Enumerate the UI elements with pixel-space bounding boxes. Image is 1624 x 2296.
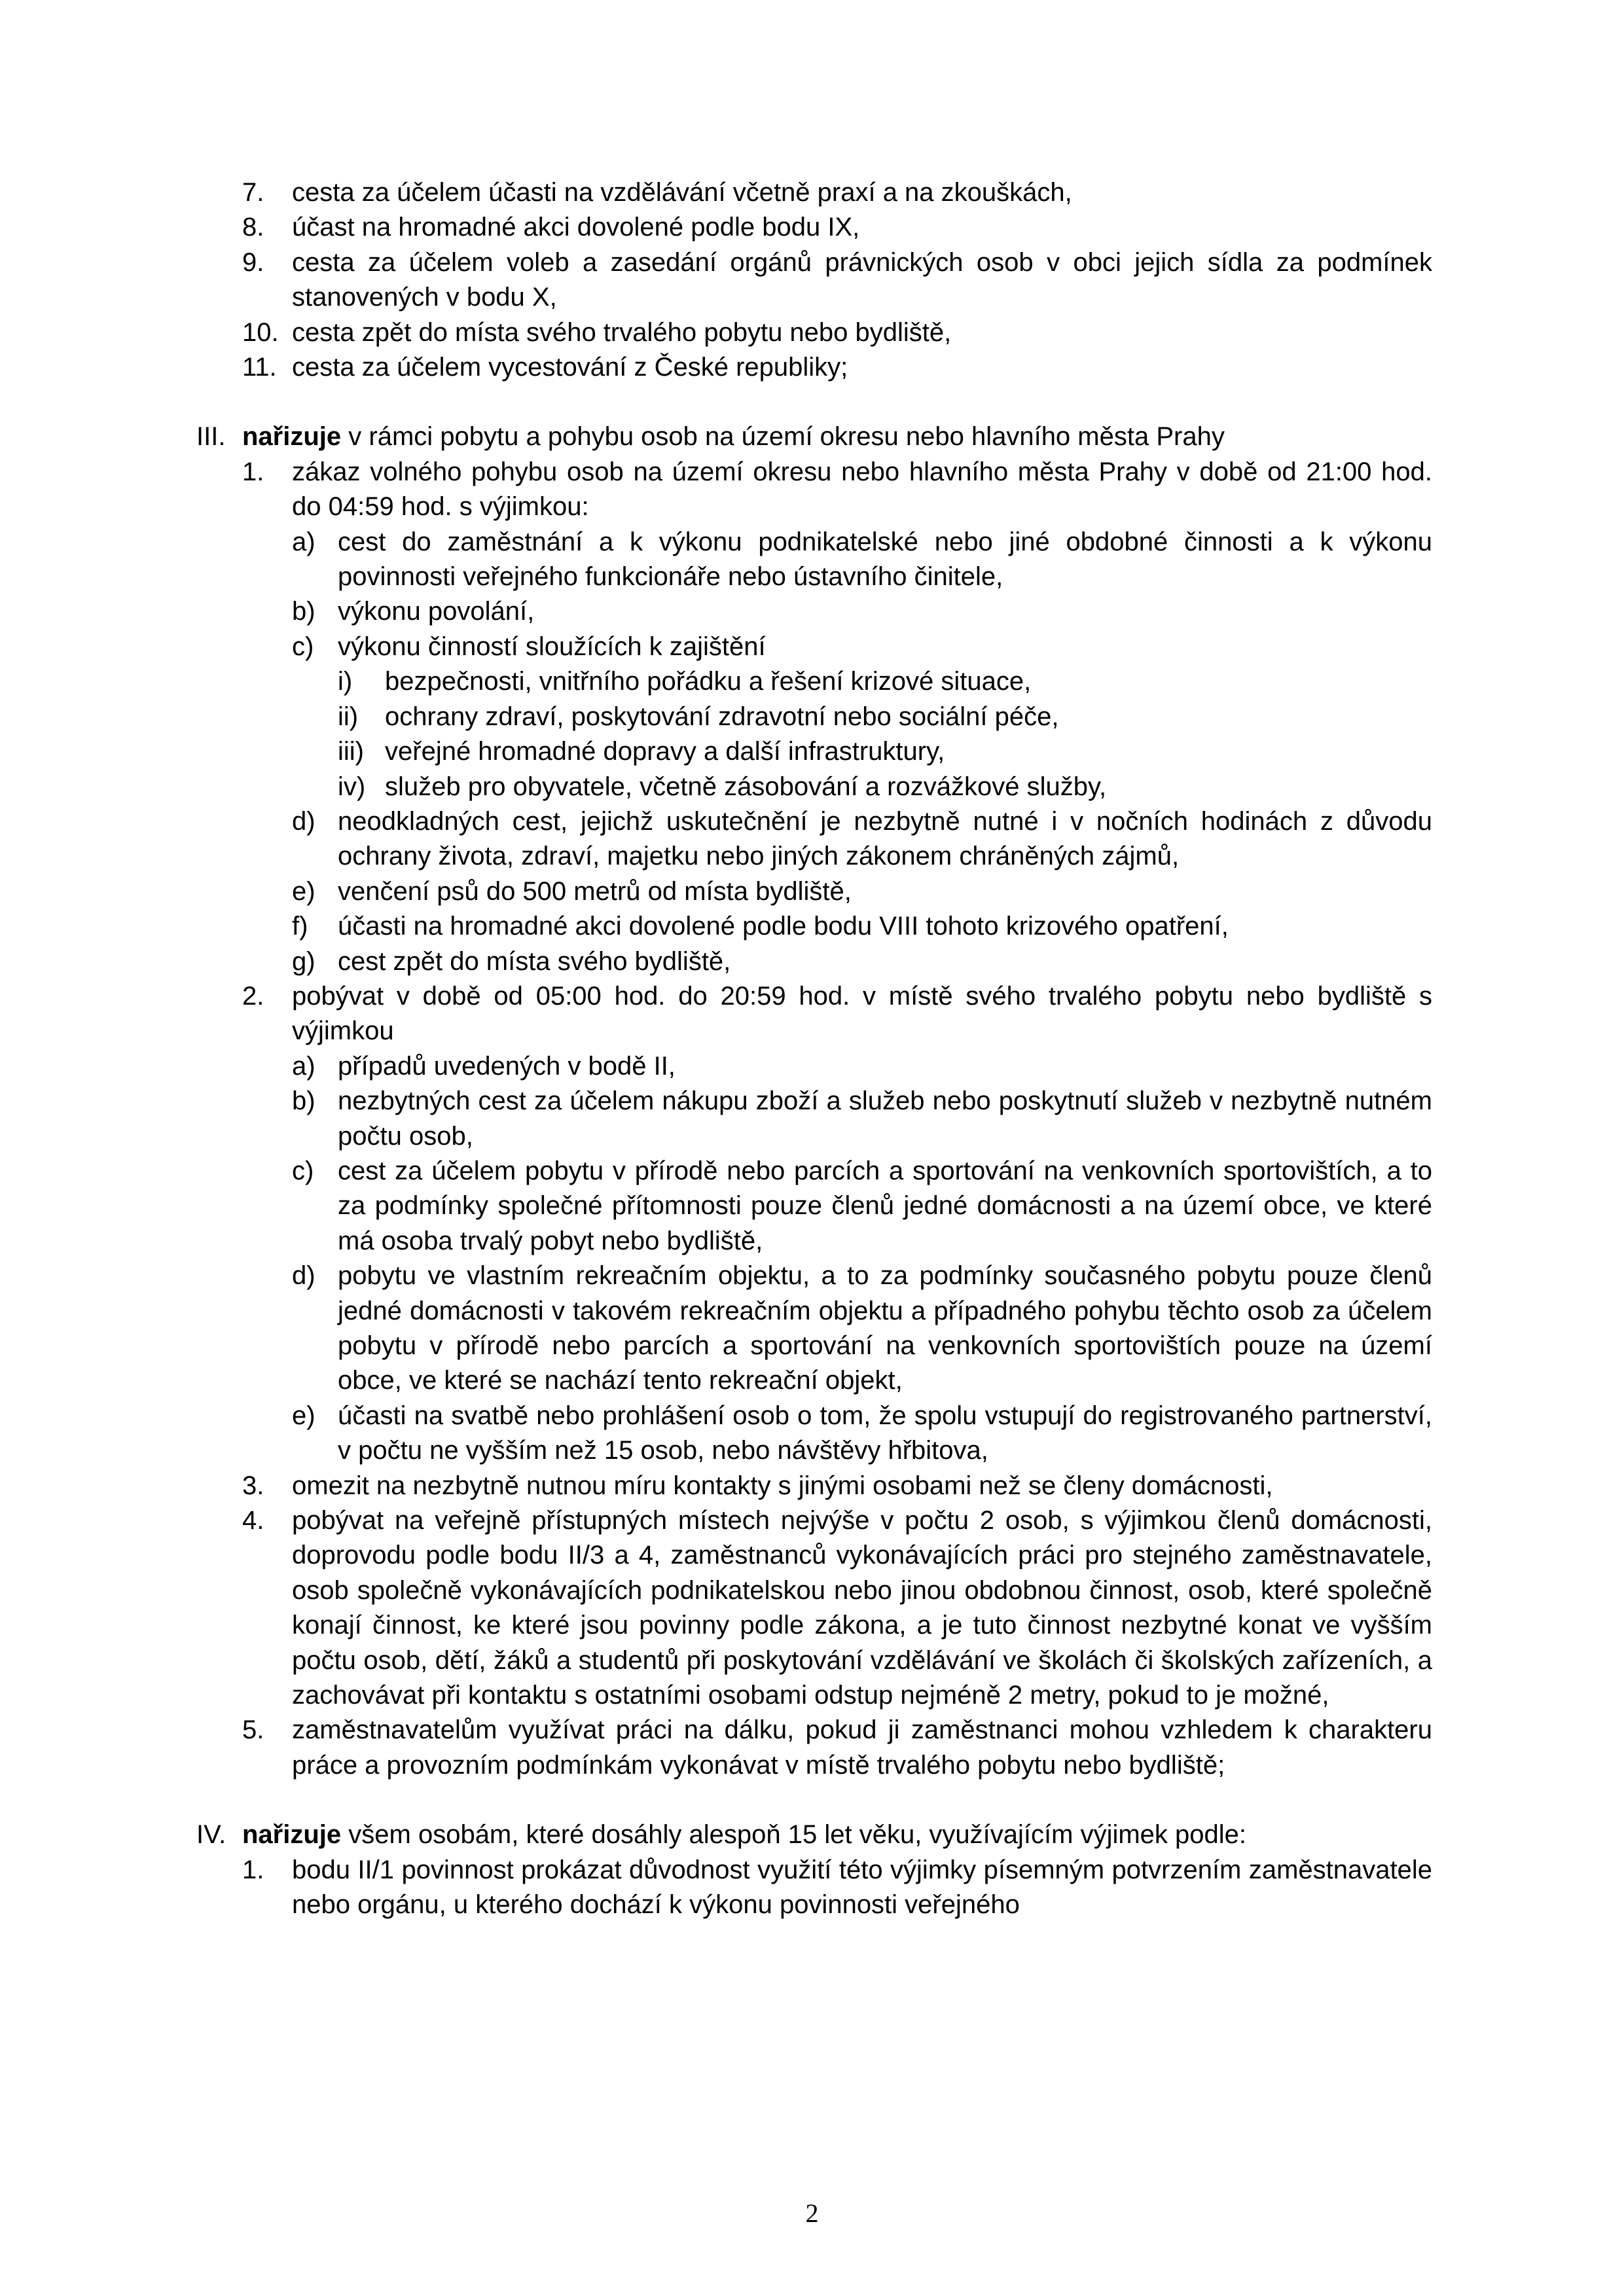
roman-sub-item-text: bezpečnosti, vnitřního pořádku a řešení krizové situace, <box>385 667 1032 696</box>
item-number: 8. <box>242 213 264 242</box>
roman-sub-item-label: i) <box>338 667 353 696</box>
sub-item <box>196 1399 1432 1469</box>
top-list <box>196 175 1432 385</box>
sub-item-text: výkonu povolání, <box>338 597 535 626</box>
sub-item-text: cest zpět do místa svého bydliště, <box>338 946 731 976</box>
sub-item <box>196 594 1432 629</box>
sub-item <box>196 909 1432 944</box>
sub-item-label: c) <box>292 632 314 661</box>
item-number: 11. <box>242 353 277 382</box>
sub-item-label: c) <box>292 1156 314 1185</box>
item-text: pobývat na veřejně přístupných místech nejvýše v počtu 2 osob, s výjimkou členů domácnosti, doprovodu podle bodu II/3 a 4, zaměstnanců vykonávajících práci pro stejného zaměstnavatele, osob společně vykonávajících podnikatelskou nebo jinou obdobnou činnost, osob, které společně konají činnost, ke které jsou povinny podle zákona, a je tuto činnost nezbytné konat ve vyšším počtu osob, dětí, žáků a studentů při poskytování vzdělávání ve školách či školských zařízeních, a zachovávat při kontaktu s ostatními osobami odstup nejméně 2 metry, pokud to je možné, <box>292 1506 1432 1710</box>
sub-item-text: venčení psů do 500 metrů od místa bydliště, <box>338 876 852 906</box>
sub-item-text: výkonu činností sloužících k zajištění <box>338 632 766 661</box>
roman-sub-item-text: ochrany zdraví, poskytování zdravotní nebo sociální péče, <box>385 702 1059 731</box>
sub-item <box>196 630 1432 664</box>
page-number: 2 <box>805 2198 819 2228</box>
section-text: v rámci pobytu a pohybu osob na území okresu nebo hlavního města Prahy <box>341 422 1225 452</box>
section-numeral: IV. <box>196 1820 226 1850</box>
item-number: 2. <box>242 981 264 1011</box>
item-number: 5. <box>242 1715 264 1745</box>
sub-item-text: cest do zaměstnání a k výkonu podnikatelské nebo jiné obdobné činnosti a k výkonu povinnosti veřejného funkcionáře nebo ústavního činitele, <box>338 527 1432 592</box>
spacer <box>196 1783 1432 1818</box>
roman-sub-item-text: veřejné hromadné dopravy a další infrastruktury, <box>385 737 945 766</box>
list-item <box>196 1713 1432 1783</box>
section-text: všem osobám, které dosáhly alespoň 15 let věku, využívajícím výjimek podle: <box>341 1820 1247 1850</box>
sub-item-text: nezbytných cest za účelem nákupu zboží a služeb nebo poskytnutí služeb v nezbytně nutném počtu osob, <box>338 1086 1432 1151</box>
sub-item-label: a) <box>292 527 316 556</box>
sub-item <box>196 1259 1432 1399</box>
sub-item-label: g) <box>292 946 316 976</box>
item-text: cesta za účelem vycestování z České republiky; <box>292 353 848 382</box>
list-item <box>196 210 1432 245</box>
item-number: 1. <box>242 457 264 486</box>
item-text: cesta zpět do místa svého trvalého pobytu nebo bydliště, <box>292 317 952 347</box>
item-number: 3. <box>242 1471 264 1500</box>
sub-item-label: d) <box>292 806 316 836</box>
roman-sub-item <box>196 700 1432 734</box>
item-text: cesta za účelem účasti na vzdělávání včetně praxí a na zkouškách, <box>292 178 1072 207</box>
sub-item-label: e) <box>292 1401 316 1430</box>
list-item <box>196 245 1432 315</box>
sub-item-text: neodkladných cest, jejichž uskutečnění je nezbytně nutné i v nočních hodinách z důvodu ochrany života, zdraví, majetku nebo jiných zákonem chráněných zájmů, <box>338 806 1432 871</box>
list-item <box>196 1503 1432 1713</box>
section-keyword: nařizuje <box>242 1820 342 1850</box>
section-numeral: III. <box>196 422 226 452</box>
item-number: 9. <box>242 247 264 277</box>
sub-item-label: f) <box>292 912 308 941</box>
item-text: cesta za účelem voleb a zasedání orgánů právnických osob v obci jejich sídla za podmínek stanovených v bodu X, <box>292 247 1432 312</box>
list-item <box>196 315 1432 350</box>
item-number: 1. <box>242 1855 264 1884</box>
sub-item <box>196 1049 1432 1084</box>
spacer <box>196 385 1432 420</box>
item-text: zákaz volného pohybu osob na území okresu nebo hlavního města Prahy v době od 21:00 hod. do 04:59 hod. s výjimkou: <box>292 457 1432 522</box>
section-iv <box>196 1818 1432 1922</box>
list-item <box>196 175 1432 210</box>
list-item <box>196 455 1432 525</box>
list-item <box>196 1469 1432 1503</box>
sub-item-text: účasti na hromadné akci dovolené podle bodu VIII tohoto krizového opatření, <box>338 912 1229 941</box>
item-text: bodu II/1 povinnost prokázat důvodnost využití této výjimky písemným potvrzením zaměstnavatele nebo orgánu, u kterého dochází k výkonu povinnosti veřejného <box>292 1855 1432 1920</box>
item-text: pobývat v době od 05:00 hod. do 20:59 hod. v místě svého trvalého pobytu nebo bydliště s výjimkou <box>292 981 1432 1046</box>
list-item <box>196 979 1432 1049</box>
sub-item <box>196 1154 1432 1259</box>
roman-sub-item-label: iii) <box>338 737 364 766</box>
sub-item <box>196 874 1432 909</box>
sub-item <box>196 1084 1432 1154</box>
section-iii <box>196 420 1432 1783</box>
sub-item-label: b) <box>292 1086 316 1116</box>
sub-item-text: pobytu ve vlastním rekreačním objektu, a to za podmínky současného pobytu pouze členů jedné domácnosti v takovém rekreačním objektu a případného pohybu těchto osob za účelem pobytu v přírodě nebo parcích a sportování na venkovních sportovištích pouze na území obce, ve které se nachází tento rekreační objekt, <box>338 1261 1432 1395</box>
roman-sub-item <box>196 664 1432 699</box>
item-text: účast na hromadné akci dovolené podle bodu IX, <box>292 213 860 242</box>
item-number: 4. <box>242 1506 264 1535</box>
sub-item-label: d) <box>292 1261 316 1291</box>
sub-item-text: cest za účelem pobytu v přírodě nebo parcích a sportování na venkovních sportovištích, a to za podmínky společné přítomnosti pouze členů jedné domácnosti a na území obce, ve které má osoba trvalý pobyt nebo bydliště, <box>338 1156 1432 1255</box>
sub-item-label: b) <box>292 597 316 626</box>
sub-item <box>196 944 1432 979</box>
roman-sub-item-label: ii) <box>338 702 359 731</box>
sub-item-text: účasti na svatbě nebo prohlášení osob o tom, že spolu vstupují do registrovaného partnerství, v počtu ne vyšším než 15 osob, nebo návštěvy hřbitova, <box>338 1401 1432 1465</box>
sub-item-text: případů uvedených v bodě II, <box>338 1051 676 1081</box>
item-text: omezit na nezbytně nutnou míru kontakty s jinými osobami než se členy domácnosti, <box>292 1471 1273 1500</box>
section-keyword: nařizuje <box>242 422 342 452</box>
sub-item <box>196 804 1432 874</box>
sub-item <box>196 525 1432 595</box>
roman-sub-item-label: iv) <box>338 772 366 801</box>
roman-sub-item <box>196 734 1432 769</box>
roman-sub-item <box>196 770 1432 804</box>
item-text: zaměstnavatelům využívat práci na dálku, pokud ji zaměstnanci mohou vzhledem k charakteru práce a provozním podmínkám vykonávat v místě trvalého pobytu nebo bydliště; <box>292 1715 1432 1780</box>
roman-sub-item-text: služeb pro obyvatele, včetně zásobování a rozvážkové služby, <box>385 772 1107 801</box>
document-page <box>196 175 1432 1923</box>
list-item <box>196 1853 1432 1923</box>
sub-item-label: a) <box>292 1051 316 1081</box>
item-number: 10. <box>242 317 279 347</box>
item-number: 7. <box>242 178 264 207</box>
section-heading <box>196 420 1432 454</box>
list-item <box>196 350 1432 385</box>
section-heading <box>196 1818 1432 1852</box>
sub-item-label: e) <box>292 876 316 906</box>
